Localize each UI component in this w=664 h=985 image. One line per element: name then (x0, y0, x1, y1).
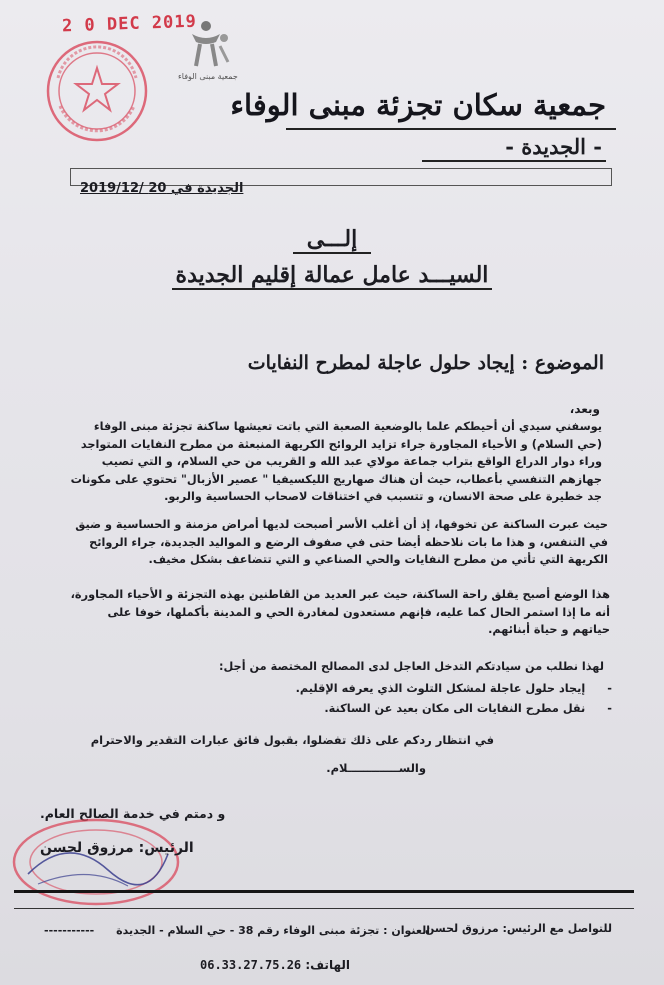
request-list (296, 679, 612, 719)
logo-caption: جمعية مبنى الوفاء (178, 72, 238, 81)
phone-number: 06.33.27.75.26 (200, 958, 302, 972)
footer-phone: الهاتف: 06.33.27.75.26 (200, 958, 350, 972)
footer-rule-thin (14, 908, 634, 909)
greeting: وبعد، (569, 402, 600, 416)
city-underline (422, 160, 606, 162)
seal-stamp-icon (44, 38, 150, 144)
letter-date: الجديدة في 20 /2019/12 (80, 181, 244, 196)
recipient-name: السيـــد عامل عمالة إقليم الجديدة (0, 262, 664, 288)
subject-line: الموضوع : إيجاد حلول عاجلة لمطرح النفايات (247, 352, 604, 374)
association-name: جمعية سكان تجزئة مبنى الوفاء (230, 88, 606, 122)
president-signature-line: الرئيس: مرزوق لحسن (40, 840, 194, 856)
body-paragraph-2: حيث عبرت الساكنة عن تخوفها، إذ أن أغلب الأسر أصبحت لديها أمراض مزمنة و الحساسية و ضيق في التنفس، و هذا ما بات نلاحظه أيضا حتى في صفوف الرضع و المواليد الجديدة، جراء الروائح الكريهة التي تأتي من مطرح النفايات والحي الصناعي و التي تتضاعف بشكل مخيف. (75, 518, 608, 567)
list-item: - إيجاد حلول عاجلة لمشكل التلوث الذي يعرفه الإقليم. (296, 679, 612, 699)
closing-line: في انتظار ردكم على ذلك تفضلوا، بقبول فائق عبارات التقدير والاحترام (90, 733, 494, 747)
association-city: - الجديدة - (505, 134, 602, 159)
list-item: - نقل مطرح النفايات الى مكان بعيد عن الساكنة. (296, 699, 612, 719)
title-underline (286, 128, 616, 130)
addressee-label: إلـــى (0, 226, 664, 252)
footer-address: العنوان : تجزئة مبنى الوفاء رقم 38 - حي السلام - الجديدة ----------- (44, 924, 430, 937)
signature-seal-icon (8, 814, 183, 909)
received-date-stamp: 2 0 DEC 2019 (61, 11, 198, 37)
body-paragraph-1: يوسفني سيدي أن أحيطكم علما بالوضعية الصعبة التي باتت تعيشها ساكنة تجزئة مبنى الوفاء (حي السلام) و الأحياء المجاورة جراء تزايد الروائح الكريهة المنبعثة من مطرح النفايات المتواجد وراء دوار الدراع الواقع بتراب جماعة مولاي عبد الله و القريب من حي السلام، و التي تصيب جهازهم التنفسي بأعطاب، حيث أن هناك صهاريج الليكسيفيا " عصير الأزبال" تحتوي على مكونات جد خطيرة على صحة الانسان، و تتسبب في اختناقات لاصحاب الحساسية والربو. (70, 420, 602, 504)
salutation: والســـــــــــــلام. (326, 761, 426, 775)
body-paragraph-3: هذا الوضع أصبح يقلق راحة الساكنة، حيث عبر العديد من القاطنين بهذه التجزئة و الأحياء المجاورة، أنه ما إذا استمر الحال كما عليه، فإنهم مستعدون لمغادرة الحي و المدينة بأكملها، خوفا على حياتهم و حياة أبنائهم. (70, 588, 610, 637)
footer-dashes: ----------- (44, 924, 95, 937)
footer-rule (14, 890, 634, 893)
footer-contact: للتواصل مع الرئيس: مرزوق لحسن (425, 922, 612, 935)
service-line: و دمتم في خدمة الصالح العام. (40, 806, 226, 821)
request-line: لهذا نطلب من سيادتكم التدخل العاجل لدى المصالح المختصة من أجل: (218, 660, 604, 673)
